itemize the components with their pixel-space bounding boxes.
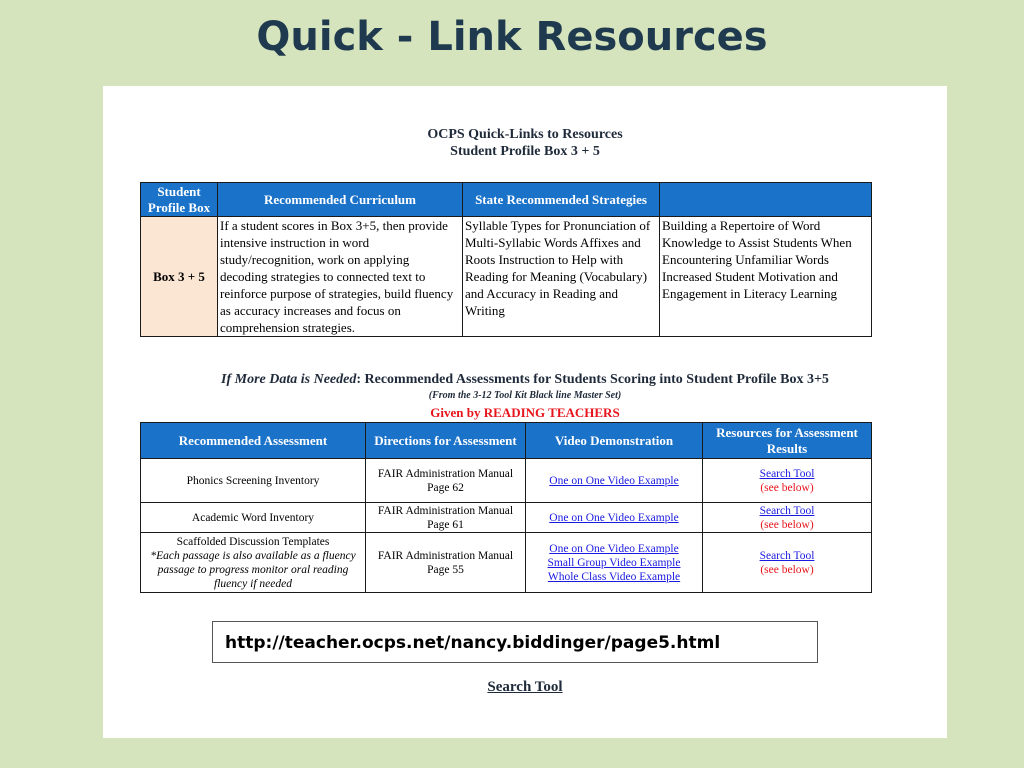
one-on-one-video-link[interactable]: One on One Video Example — [549, 511, 679, 524]
url-link[interactable]: http://teacher.ocps.net/nancy.biddinger/page5.html — [212, 621, 818, 663]
assessment-name — [141, 533, 366, 593]
resource-cell — [703, 503, 872, 533]
document-panel — [103, 86, 947, 738]
search-tool-bottom-link[interactable]: Search Tool — [487, 679, 563, 695]
directions-cell — [366, 503, 526, 533]
assessment-heading — [103, 372, 947, 388]
directions-line2: Page 62 — [427, 481, 464, 494]
strategies-cell: Syllable Types for Pronunciation of Multi-Syllabic Words Affixes and Roots Instruction to Help with Reading for Meaning (Vocabulary) and Accuracy in Reading and Writing — [463, 217, 660, 337]
header-resources: Resources for Assessment Results — [703, 423, 872, 459]
slide-title: Quick - Link Resources — [256, 14, 768, 60]
box-cell: Box 3 + 5 — [141, 217, 218, 337]
see-below-note: (see below) — [760, 518, 814, 531]
document-title-line2: Student Profile Box 3 + 5 — [450, 144, 600, 159]
resource-cell — [703, 533, 872, 593]
search-tool-link[interactable]: Search Tool — [759, 549, 815, 562]
assessment-title: Scaffolded Discussion Templates — [176, 535, 330, 548]
header-blank — [660, 183, 872, 217]
assessment-name: Phonics Screening Inventory — [141, 459, 366, 503]
directions-line2: Page 61 — [427, 518, 464, 531]
resource-cell — [703, 459, 872, 503]
one-on-one-video-link[interactable]: One on One Video Example — [549, 474, 679, 487]
assessment-name: Academic Word Inventory — [141, 503, 366, 533]
search-tool-link[interactable]: Search Tool — [759, 467, 815, 480]
see-below-note: (see below) — [760, 481, 814, 494]
table-row — [141, 533, 872, 593]
header-recommended-curriculum: Recommended Curriculum — [218, 183, 463, 217]
one-on-one-video-link[interactable]: One on One Video Example — [549, 542, 679, 555]
table-row — [141, 503, 872, 533]
assessment-source-note: (From the 3-12 Tool Kit Black line Master Set) — [428, 390, 622, 401]
header-recommended-assessment: Recommended Assessment — [141, 423, 366, 459]
header-state-strategies: State Recommended Strategies — [463, 183, 660, 217]
directions-cell — [366, 459, 526, 503]
directions-line2: Page 55 — [427, 563, 464, 576]
assessment-heading-rest: : Recommended Assessments for Students Scoring into Student Profile Box 3+5 — [356, 372, 829, 387]
table-row — [141, 459, 872, 503]
video-cell — [526, 503, 703, 533]
document-title — [103, 126, 947, 160]
search-tool-link[interactable]: Search Tool — [759, 504, 815, 517]
small-group-video-link[interactable]: Small Group Video Example — [547, 556, 681, 569]
directions-line1: FAIR Administration Manual — [377, 467, 514, 480]
document-title-line1: OCPS Quick-Links to Resources — [427, 127, 623, 142]
profile-table — [140, 182, 872, 337]
video-cell — [526, 459, 703, 503]
assessment-table — [140, 422, 872, 593]
header-directions: Directions for Assessment — [366, 423, 526, 459]
curriculum-cell: If a student scores in Box 3+5, then provide intensive instruction in word study/recognition, work on applying decoding strategies to connected text to reinforce purpose of strategies, build fluency as accuracy increases and focus on comprehension strategies. — [218, 217, 463, 337]
given-by-note: Given by READING TEACHERS — [430, 405, 620, 420]
directions-line1: FAIR Administration Manual — [377, 504, 514, 517]
assessment-note: *Each passage is also available as a fluency passage to progress monitor oral reading fluency if needed — [150, 549, 356, 590]
header-student-profile-box: Student Profile Box — [141, 183, 218, 217]
assessment-heading-em: If More Data is Needed — [221, 372, 357, 387]
video-cell — [526, 533, 703, 593]
header-video-demonstration: Video Demonstration — [526, 423, 703, 459]
directions-line1: FAIR Administration Manual — [377, 549, 514, 562]
extra-cell: Building a Repertoire of Word Knowledge to Assist Students When Encountering Unfamiliar Words Increased Student Motivation and Engagement in Literacy Learning — [660, 217, 872, 337]
directions-cell — [366, 533, 526, 593]
see-below-note: (see below) — [760, 563, 814, 576]
whole-class-video-link[interactable]: Whole Class Video Example — [547, 570, 681, 583]
